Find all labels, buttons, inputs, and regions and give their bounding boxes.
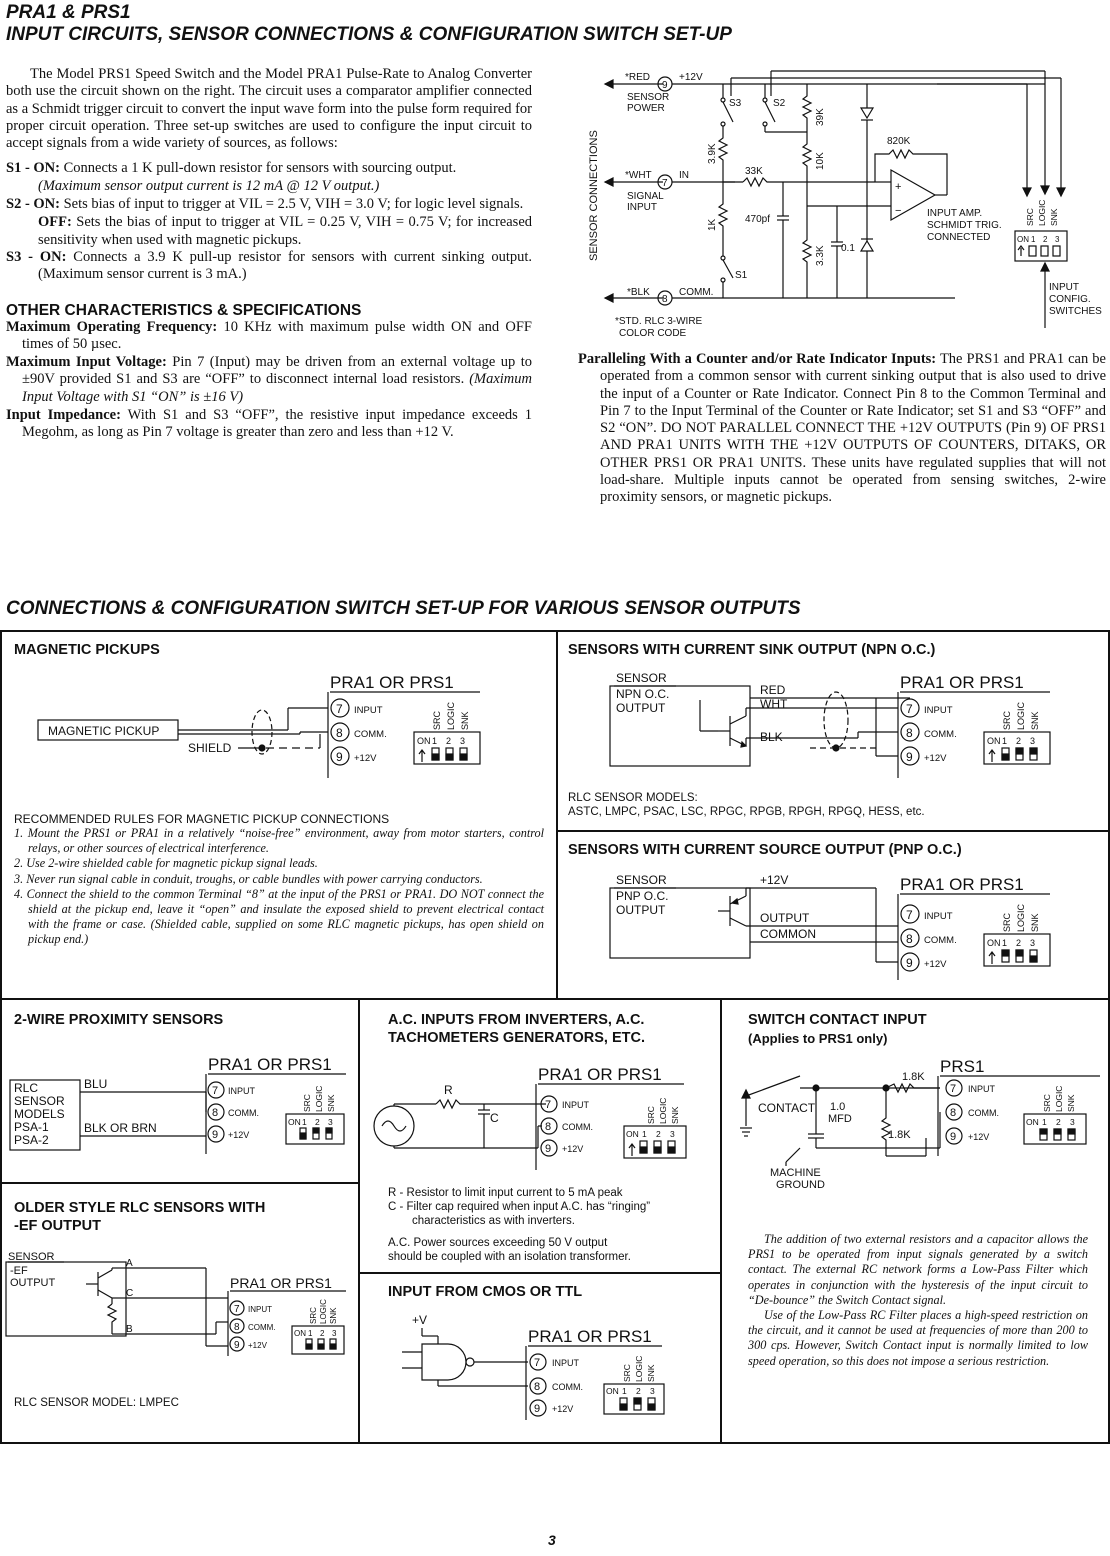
- svg-text:+12V: +12V: [228, 1130, 250, 1140]
- svg-text:SNK: SNK: [670, 1106, 680, 1124]
- svg-text:COLOR CODE: COLOR CODE: [619, 328, 687, 339]
- svg-text:PRS1: PRS1: [940, 1057, 985, 1076]
- svg-text:3: 3: [328, 1117, 333, 1127]
- contact-paragraph-2: Use of the Low-Pass RC Filter places a high-speed restriction on the circuit, and it cannot be used at frequencies of more than 200 to 300 cps. However, Switch Contact input is normally limited to low speed operation, so this does not impose a serious restriction.: [748, 1308, 1088, 1368]
- svg-text:+12V: +12V: [248, 1341, 267, 1350]
- svg-text:7: 7: [534, 1357, 541, 1369]
- svg-text:3: 3: [670, 1129, 675, 1139]
- svg-text:33K: 33K: [745, 166, 763, 177]
- svg-text:OUTPUT: OUTPUT: [760, 911, 810, 925]
- ac-note-3: A.C. Power sources exceeding 50 V output: [388, 1237, 608, 1249]
- svg-text:2: 2: [1016, 938, 1022, 948]
- svg-text:PRA1 OR PRS1: PRA1 OR PRS1: [900, 875, 1024, 894]
- svg-text:9: 9: [234, 1340, 240, 1351]
- svg-text:LOGIC: LOGIC: [658, 1097, 668, 1124]
- svg-text:SWITCHES: SWITCHES: [1049, 306, 1102, 317]
- svg-text:SNK: SNK: [646, 1364, 656, 1382]
- svg-text:8: 8: [545, 1121, 552, 1133]
- svg-text:OUTPUT: OUTPUT: [616, 701, 666, 715]
- svg-text:+: +: [895, 181, 902, 193]
- svg-text:COMM.: COMM.: [924, 729, 957, 740]
- svg-text:3: 3: [460, 736, 466, 746]
- svg-text:MACHINE: MACHINE: [770, 1167, 821, 1179]
- svg-text:8: 8: [234, 1322, 240, 1333]
- svg-text:GROUND: GROUND: [776, 1179, 825, 1191]
- svg-text:7: 7: [662, 178, 668, 189]
- svg-text:*STD. RLC 3-WIRE: *STD. RLC 3-WIRE: [615, 316, 703, 327]
- svg-text:ON: ON: [417, 736, 431, 746]
- older-title-2: -EF OUTPUT: [14, 1218, 101, 1234]
- svg-text:9: 9: [534, 1403, 541, 1415]
- svg-text:WHT: WHT: [760, 697, 788, 711]
- svg-text:LOGIC: LOGIC: [1037, 199, 1047, 226]
- svg-text:ON: ON: [987, 736, 1001, 746]
- page-header-line1: PRA1 & PRS1: [6, 2, 131, 23]
- svg-text:9: 9: [662, 80, 668, 91]
- svg-text:BLK: BLK: [760, 730, 783, 744]
- svg-text:MODELS: MODELS: [14, 1107, 65, 1121]
- spec-impedance: Input Impedance: With S1 and S3 “OFF”, the resistive input impedance exceeds 1 Megohm, as long as Pin 7 voltage is greater than zero and less than +12 V.: [6, 407, 532, 441]
- npn-diagram: [600, 668, 1070, 778]
- svg-text:7: 7: [234, 1304, 240, 1315]
- svg-text:SENSOR: SENSOR: [8, 1251, 55, 1263]
- svg-text:CONTACT: CONTACT: [758, 1101, 816, 1115]
- svg-text:INPUT: INPUT: [562, 1100, 589, 1110]
- svg-text:2: 2: [1056, 1117, 1061, 1127]
- svg-text:LOGIC: LOGIC: [1016, 701, 1026, 730]
- svg-text:2: 2: [1043, 235, 1048, 244]
- ac-title-2: TACHOMETERS GENERATORS, ETC.: [388, 1030, 645, 1046]
- svg-text:COMM.: COMM.: [679, 287, 714, 298]
- pnp-title: SENSORS WITH CURRENT SOURCE OUTPUT (PNP O.C.): [568, 842, 962, 858]
- svg-text:RLC: RLC: [14, 1081, 39, 1095]
- svg-text:COMM.: COMM.: [248, 1323, 276, 1332]
- svg-text:9: 9: [906, 750, 913, 764]
- svg-text:8: 8: [906, 726, 913, 740]
- svg-text:MAGNETIC PICKUP: MAGNETIC PICKUP: [48, 724, 160, 738]
- svg-text:SNK: SNK: [1030, 711, 1040, 730]
- ac-diagram: [366, 1060, 716, 1170]
- contact-title: SWITCH CONTACT INPUT: [748, 1012, 927, 1028]
- svg-text:INPUT: INPUT: [924, 705, 953, 716]
- svg-text:2: 2: [656, 1129, 661, 1139]
- svg-text:SCHMIDT TRIG.: SCHMIDT TRIG.: [927, 220, 1002, 231]
- svg-text:COMM.: COMM.: [354, 729, 387, 740]
- paralleling-paragraph: Paralleling With a Counter and/or Rate Indicator Inputs: The PRS1 and PRA1 can be operated from a common sensor with current sinking output that is also used to drive the input of a Counter or Rate Indicator. Connect Pin 8 to the Common Terminal and Pin 7 to the Input Terminal of the Counter or Rate Indicator; set S1 and S3 “OFF” and S2 “ON”. DO NOT PARALLEL CONNECT THE +12V OUTPUTS (Pin 9) OF PRS1 AND PRA1 UNITS WITH THE +12V OUTPUTS OF COUNTERS, DITAKS, OR OTHER PRS1 OR PRA1 UNITS. These units have regulated supplies that will not load-share. Multiple inputs cannot be operated from sensing switches, 2-wire proximity sensors, or magnetic pickups.: [578, 351, 1106, 506]
- s3-description: S3 - ON: Connects a 3.9 K pull-up resistor for sensors with current sinking output. (Maximum sensor current is 3 mA.): [6, 248, 532, 283]
- ac-note-2: C - Filter cap required when input A.C. has “ringing”: [388, 1201, 651, 1213]
- svg-text:PRA1 OR PRS1: PRA1 OR PRS1: [538, 1065, 662, 1084]
- svg-text:1: 1: [302, 1117, 307, 1127]
- ac-note-3b: should be coupled with an isolation transformer.: [388, 1251, 631, 1263]
- svg-text:39K: 39K: [815, 108, 826, 126]
- svg-text:3.9K: 3.9K: [707, 143, 718, 164]
- older-title-1: OLDER STYLE RLC SENSORS WITH: [14, 1200, 266, 1216]
- npn-models: ASTC, LMPC, PSAC, LSC, RPGC, RPGB, RPGH, RPGQ, HESS, etc.: [568, 806, 925, 818]
- svg-text:BLK OR BRN: BLK OR BRN: [84, 1121, 157, 1135]
- s2-off-description: OFF: Sets the bias of input to trigger at VIL = 0.25 V, VIH = 0.75 V; for increased sensitivity when used with magnetic pickups.: [38, 214, 533, 248]
- spec-voltage: Maximum Input Voltage: Pin 7 (Input) may be driven from an external voltage up to ±90V provided S1 and S3 are “OFF” to disconnect internal load resistors. (Maximum Input Voltage with S1 “ON” is ±16 V): [6, 354, 533, 405]
- svg-text:ON: ON: [294, 1329, 306, 1338]
- svg-text:470pf: 470pf: [745, 214, 771, 225]
- svg-text:1.0: 1.0: [830, 1101, 846, 1113]
- svg-text:OUTPUT: OUTPUT: [616, 903, 666, 917]
- svg-text:+12V: +12V: [968, 1132, 990, 1142]
- svg-text:1: 1: [642, 1129, 647, 1139]
- svg-text:9: 9: [545, 1143, 552, 1155]
- svg-text:INPUT: INPUT: [354, 705, 383, 716]
- svg-text:COMMON: COMMON: [760, 927, 816, 941]
- svg-text:9: 9: [336, 750, 343, 764]
- svg-text:LOGIC: LOGIC: [319, 1299, 328, 1324]
- two-wire-diagram: [6, 1050, 351, 1160]
- svg-text:COMM.: COMM.: [228, 1108, 259, 1118]
- magnetic-rule-3: 3. Never run signal cable in conduit, troughs, or cable bundles with power carrying conductors.: [14, 871, 483, 886]
- svg-text:1.8K: 1.8K: [902, 1071, 925, 1083]
- left-text-column: [6, 66, 532, 443]
- svg-text:8: 8: [906, 932, 913, 946]
- svg-text:2: 2: [320, 1329, 325, 1338]
- svg-text:R: R: [444, 1083, 453, 1097]
- svg-text:-EF: -EF: [10, 1265, 28, 1277]
- magnetic-rule-4: 4. Connect the shield to the common Terminal “8” at the input of the PRS1 or PRA1. DO NOT connect the shield at the pickup end, leave it “open” and insulate the exposed shield to prevent electrical contact with the frame or case. (Shielded cable, supplied on some RLC magnetic pickups, has open shield on pickup end.): [14, 886, 544, 947]
- svg-text:3: 3: [650, 1386, 655, 1396]
- svg-text:3: 3: [1070, 1117, 1075, 1127]
- s1-description: S1 - ON: Connects a 1 K pull-down resistor for sensors with sourcing output. (Maximum sensor output current is 12 mA @ 12 V output.): [6, 160, 457, 194]
- svg-text:LOGIC: LOGIC: [634, 1355, 644, 1382]
- svg-text:*RED: *RED: [625, 72, 651, 83]
- svg-text:LOGIC: LOGIC: [1016, 903, 1026, 932]
- svg-text:SNK: SNK: [326, 1094, 336, 1112]
- cmos-diagram: [392, 1310, 716, 1420]
- npn-models-label: RLC SENSOR MODELS:: [568, 792, 698, 804]
- svg-text:S2: S2: [773, 98, 786, 109]
- svg-text:BLU: BLU: [84, 1077, 108, 1091]
- svg-text:PRA1 OR PRS1: PRA1 OR PRS1: [330, 673, 454, 692]
- cmos-title: INPUT FROM CMOS OR TTL: [388, 1284, 583, 1300]
- pnp-diagram: [600, 870, 1070, 980]
- svg-text:MFD: MFD: [828, 1113, 852, 1125]
- svg-text:1: 1: [1002, 736, 1008, 746]
- ac-notes: [388, 1186, 718, 1264]
- svg-text:PRA1 OR PRS1: PRA1 OR PRS1: [900, 673, 1024, 692]
- svg-text:+12V: +12V: [552, 1404, 574, 1414]
- svg-text:SRC: SRC: [1002, 912, 1012, 932]
- svg-text:SRC: SRC: [1042, 1094, 1052, 1112]
- svg-text:8: 8: [662, 294, 668, 305]
- svg-text:7: 7: [336, 702, 343, 716]
- svg-text:CONNECTED: CONNECTED: [927, 232, 991, 243]
- svg-text:8: 8: [336, 726, 343, 740]
- magnetic-diagram: [30, 668, 500, 778]
- svg-text:SNK: SNK: [460, 711, 470, 730]
- svg-text:7: 7: [950, 1083, 957, 1095]
- svg-text:ON: ON: [987, 938, 1001, 948]
- svg-text:7: 7: [545, 1099, 552, 1111]
- svg-text:0.1: 0.1: [841, 243, 855, 254]
- svg-text:+12V: +12V: [354, 753, 377, 764]
- svg-text:INPUT: INPUT: [627, 202, 657, 213]
- svg-text:IN: IN: [679, 170, 689, 181]
- svg-text:POWER: POWER: [627, 103, 665, 114]
- svg-text:9: 9: [906, 956, 913, 970]
- magnetic-rule-1: 1. Mount the PRS1 or PRA1 in a relatively “noise-free” environment, away from motor starters, control relays, or other sources of electrical interference.: [14, 826, 544, 856]
- svg-text:+12V: +12V: [760, 873, 789, 887]
- svg-text:9: 9: [212, 1129, 219, 1141]
- ac-title-1: A.C. INPUTS FROM INVERTERS, A.C.: [388, 1012, 645, 1028]
- svg-text:SNK: SNK: [1030, 913, 1040, 932]
- svg-text:10K: 10K: [815, 152, 826, 170]
- svg-text:OUTPUT: OUTPUT: [10, 1277, 56, 1289]
- svg-text:PNP O.C.: PNP O.C.: [616, 889, 669, 903]
- svg-text:INPUT: INPUT: [1049, 282, 1079, 293]
- svg-text:INPUT: INPUT: [228, 1086, 255, 1096]
- svg-text:INPUT: INPUT: [924, 911, 953, 922]
- svg-text:1.8K: 1.8K: [888, 1129, 911, 1141]
- svg-text:PRA1 OR PRS1: PRA1 OR PRS1: [528, 1327, 652, 1346]
- svg-text:LOGIC: LOGIC: [1054, 1085, 1064, 1112]
- svg-text:INPUT: INPUT: [248, 1305, 272, 1314]
- page-number: 3: [548, 1532, 556, 1548]
- svg-text:8: 8: [950, 1107, 957, 1119]
- svg-text:C: C: [126, 1288, 134, 1299]
- svg-text:8: 8: [212, 1107, 219, 1119]
- svg-text:ON: ON: [606, 1386, 619, 1396]
- svg-text:RED: RED: [760, 683, 786, 697]
- svg-text:SNK: SNK: [1049, 208, 1059, 226]
- svg-text:SRC: SRC: [1002, 710, 1012, 730]
- other-specs-heading: OTHER CHARACTERISTICS & SPECIFICATIONS: [6, 301, 362, 319]
- two-wire-title: 2-WIRE PROXIMITY SENSORS: [14, 1012, 224, 1028]
- svg-text:NPN O.C.: NPN O.C.: [616, 687, 670, 701]
- svg-text:1: 1: [308, 1329, 313, 1338]
- svg-text:1: 1: [1002, 938, 1008, 948]
- svg-text:INPUT: INPUT: [968, 1084, 995, 1094]
- svg-text:3.3K: 3.3K: [815, 245, 826, 266]
- svg-text:+V: +V: [412, 1313, 428, 1327]
- svg-text:ON: ON: [1026, 1117, 1039, 1127]
- magnetic-rules-title: RECOMMENDED RULES FOR MAGNETIC PICKUP CONNECTIONS: [14, 812, 390, 826]
- section2-heading: CONNECTIONS & CONFIGURATION SWITCH SET-UP FOR VARIOUS SENSOR OUTPUTS: [6, 598, 801, 619]
- svg-text:ON: ON: [288, 1117, 301, 1127]
- svg-text:ON: ON: [1017, 235, 1029, 244]
- svg-text:2: 2: [315, 1117, 320, 1127]
- page-header-line2: INPUT CIRCUITS, SENSOR CONNECTIONS & CONFIGURATION SWITCH SET-UP: [6, 24, 732, 45]
- svg-text:3: 3: [1055, 235, 1060, 244]
- svg-text:COMM.: COMM.: [968, 1108, 999, 1118]
- svg-text:SNK: SNK: [329, 1307, 338, 1324]
- svg-text:SNK: SNK: [1066, 1094, 1076, 1112]
- ac-note-2b: characteristics as with inverters.: [412, 1215, 575, 1227]
- ac-note-1: R - Resistor to limit input current to 5 mA peak: [388, 1187, 623, 1199]
- svg-text:ON: ON: [626, 1129, 639, 1139]
- svg-text:1: 1: [1031, 235, 1036, 244]
- svg-text:PSA-2: PSA-2: [14, 1133, 49, 1147]
- svg-text:INPUT AMP.: INPUT AMP.: [927, 208, 983, 219]
- svg-text:7: 7: [906, 908, 913, 922]
- svg-text:SRC: SRC: [1025, 208, 1035, 226]
- input-circuit-schematic: [575, 66, 1105, 346]
- svg-text:PSA-1: PSA-1: [14, 1120, 49, 1134]
- svg-text:3: 3: [1030, 938, 1036, 948]
- contact-text: [748, 1232, 1088, 1369]
- svg-text:COMM.: COMM.: [562, 1122, 593, 1132]
- svg-text:COMM.: COMM.: [924, 935, 957, 946]
- contact-paragraph-1: The addition of two external resistors and a capacitor allows the PRS1 to be operated from input signals generated by a switch contact. The external RC network forms a Low-Pass Filter which operates in conjunction with the hysteresis of the input circuit to “De-bounce” the Switch Contact signal.: [748, 1232, 1088, 1307]
- svg-text:SRC: SRC: [622, 1364, 632, 1382]
- older-model: RLC SENSOR MODEL: LMPEC: [14, 1397, 179, 1409]
- svg-text:PRA1 OR PRS1: PRA1 OR PRS1: [208, 1055, 332, 1074]
- contact-subtitle: (Applies to PRS1 only): [748, 1031, 888, 1046]
- svg-text:1: 1: [622, 1386, 627, 1396]
- svg-text:*BLK: *BLK: [627, 287, 650, 298]
- svg-text:1: 1: [1042, 1117, 1047, 1127]
- svg-text:1: 1: [432, 736, 438, 746]
- svg-text:SENSOR: SENSOR: [14, 1094, 65, 1108]
- svg-text:820K: 820K: [887, 136, 911, 147]
- switch-contact-diagram: [730, 1056, 1104, 1196]
- svg-text:+12V: +12V: [562, 1144, 584, 1154]
- svg-text:+12V: +12V: [924, 959, 947, 970]
- svg-text:−: −: [895, 205, 902, 217]
- magnetic-title: MAGNETIC PICKUPS: [14, 642, 160, 658]
- svg-text:C: C: [490, 1111, 499, 1125]
- older-ef-diagram: [6, 1248, 351, 1358]
- magnetic-rules: [14, 812, 544, 948]
- sensor-connections-label: SENSOR CONNECTIONS: [588, 130, 600, 261]
- svg-text:3: 3: [1030, 736, 1036, 746]
- s2-on-description: S2 - ON: Sets bias of input to trigger at VIL = 2.5 V, VIH = 3.0 V; for logic level signals.: [6, 196, 524, 213]
- svg-text:+12V: +12V: [679, 72, 703, 83]
- svg-text:A: A: [126, 1258, 133, 1269]
- svg-text:1K: 1K: [707, 218, 718, 231]
- magnetic-rule-2: 2. Use 2-wire shielded cable for magnetic pickup signal leads.: [14, 856, 318, 871]
- svg-text:2: 2: [446, 736, 452, 746]
- svg-text:SENSOR: SENSOR: [616, 671, 667, 685]
- svg-text:SHIELD: SHIELD: [188, 741, 232, 755]
- svg-text:CONFIG.: CONFIG.: [1049, 294, 1091, 305]
- svg-text:S3: S3: [729, 98, 742, 109]
- svg-text:2: 2: [1016, 736, 1022, 746]
- svg-text:7: 7: [212, 1085, 219, 1097]
- svg-text:LOGIC: LOGIC: [314, 1085, 324, 1112]
- svg-text:*WHT: *WHT: [625, 170, 652, 181]
- svg-text:SENSOR: SENSOR: [616, 873, 667, 887]
- svg-text:7: 7: [906, 702, 913, 716]
- svg-text:B: B: [126, 1324, 133, 1335]
- npn-title: SENSORS WITH CURRENT SINK OUTPUT (NPN O.C.): [568, 642, 936, 658]
- svg-text:8: 8: [534, 1381, 541, 1393]
- svg-text:SRC: SRC: [432, 710, 442, 730]
- svg-text:S1: S1: [735, 270, 748, 281]
- svg-text:PRA1 OR PRS1: PRA1 OR PRS1: [230, 1275, 332, 1291]
- svg-text:LOGIC: LOGIC: [446, 701, 456, 730]
- intro-paragraph: The Model PRS1 Speed Switch and the Model PRA1 Pulse-Rate to Analog Converter both use the circuit shown on the right. The circuit uses a comparator amplifier connected as a Schmidt trigger circuit to convert the input wave form into the pulse form required for proper circuit operation. Three set-up switches are used to configure the input circuit to accept signals from a wide variety of sources, as follows:: [6, 66, 532, 152]
- svg-text:+12V: +12V: [924, 753, 947, 764]
- svg-text:SRC: SRC: [646, 1106, 656, 1124]
- svg-text:9: 9: [950, 1131, 957, 1143]
- svg-text:SRC: SRC: [309, 1307, 318, 1324]
- svg-text:2: 2: [636, 1386, 641, 1396]
- svg-text:SENSOR: SENSOR: [627, 92, 670, 103]
- svg-text:SRC: SRC: [302, 1094, 312, 1112]
- svg-text:3: 3: [332, 1329, 337, 1338]
- svg-text:SIGNAL: SIGNAL: [627, 191, 664, 202]
- svg-text:COMM.: COMM.: [552, 1382, 583, 1392]
- spec-frequency: Maximum Operating Frequency: 10 KHz with maximum pulse width ON and OFF times of 50 µsec.: [6, 318, 532, 352]
- svg-text:INPUT: INPUT: [552, 1358, 579, 1368]
